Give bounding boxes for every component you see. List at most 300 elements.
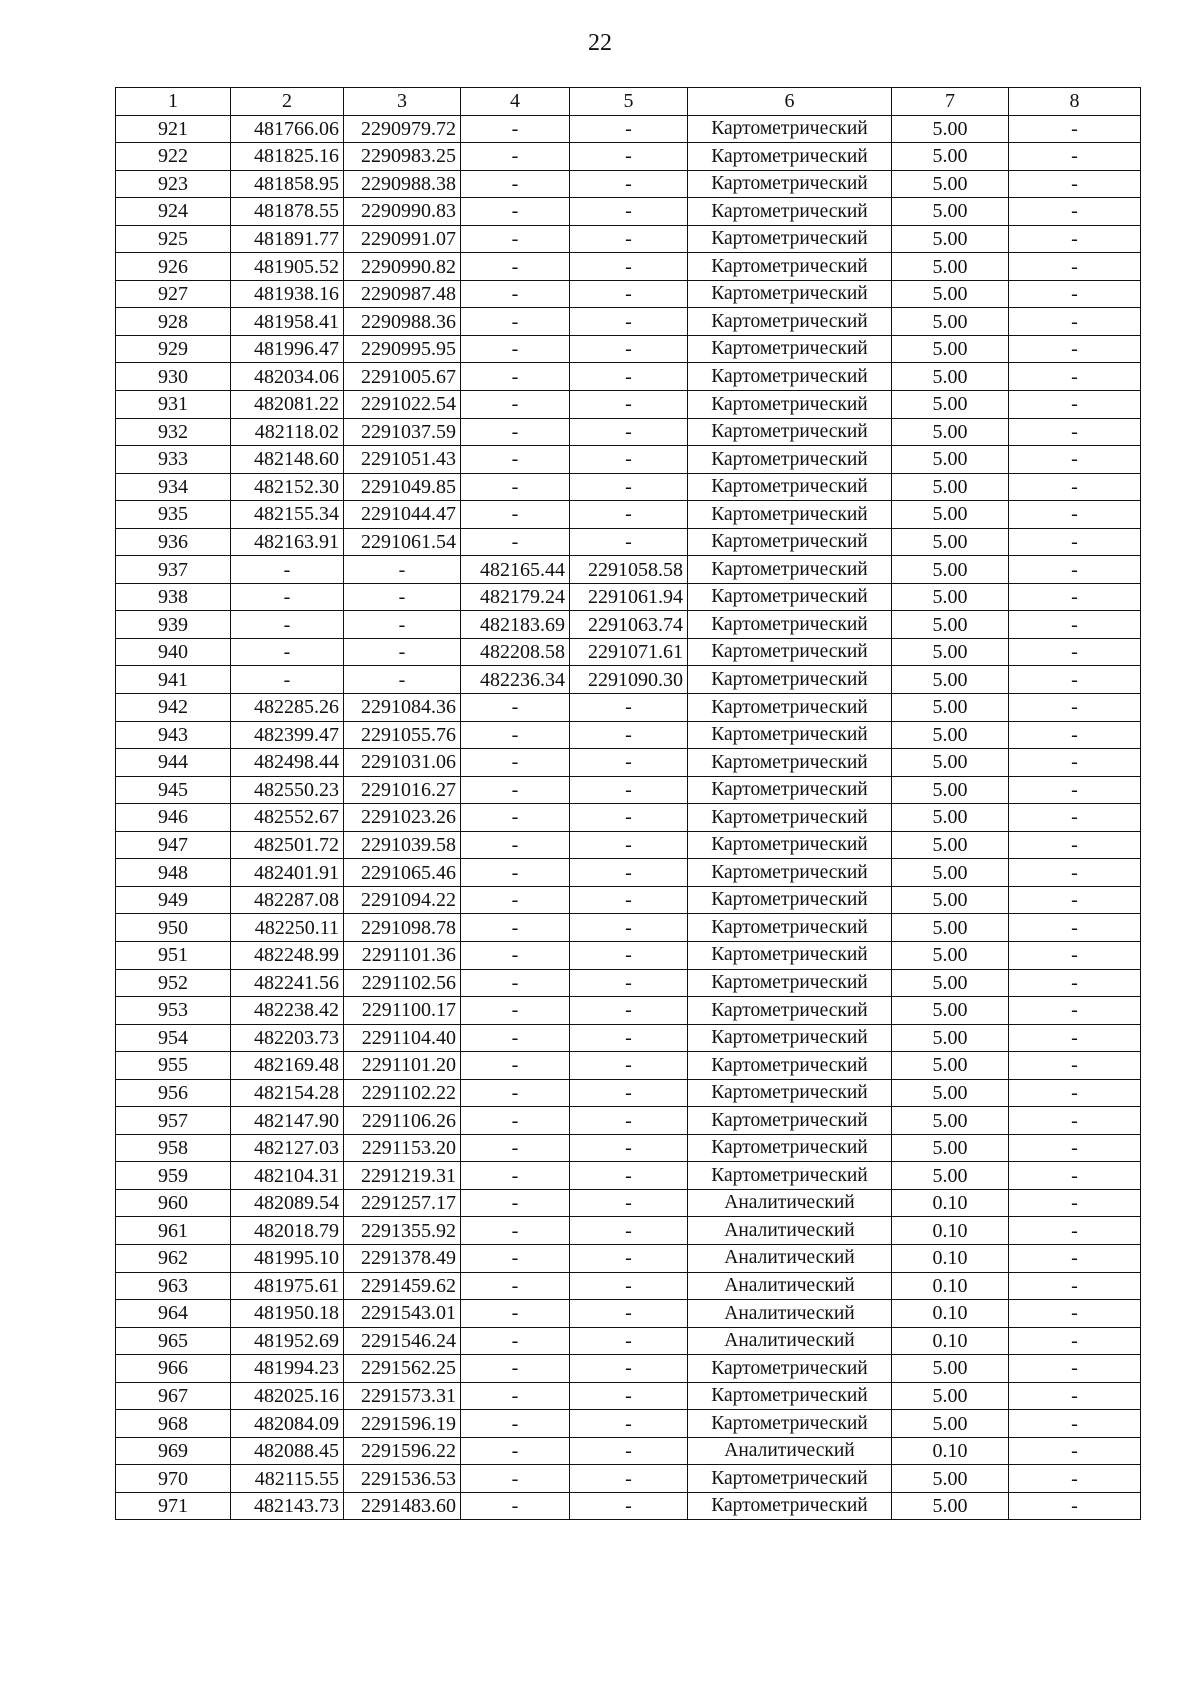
point-number-cell: 934 [116,473,231,501]
y-coordinate-cell: - [344,583,461,611]
method-cell: Картометрический [688,225,892,253]
point-number-cell: 932 [116,418,231,446]
note-cell: - [1009,1355,1141,1383]
y-coordinate-alt-cell: - [570,1465,688,1493]
y-coordinate-cell: 2291546.24 [344,1327,461,1355]
x-coordinate-alt-cell: - [461,1355,570,1383]
accuracy-cell: 5.00 [892,1052,1009,1080]
accuracy-cell: 5.00 [892,170,1009,198]
table-row [116,473,1141,501]
y-coordinate-alt-cell: - [570,501,688,529]
accuracy-cell: 5.00 [892,1107,1009,1135]
point-number-cell: 947 [116,831,231,859]
accuracy-cell: 5.00 [892,1079,1009,1107]
accuracy-cell: 5.00 [892,528,1009,556]
y-coordinate-cell: 2291483.60 [344,1492,461,1520]
table-row [116,1410,1141,1438]
point-number-cell: 922 [116,143,231,171]
y-coordinate-alt-cell: - [570,253,688,281]
x-coordinate-alt-cell: - [461,446,570,474]
y-coordinate-cell: 2291153.20 [344,1134,461,1162]
y-coordinate-cell: 2291061.54 [344,528,461,556]
y-coordinate-cell: 2291104.40 [344,1024,461,1052]
table-row [116,280,1141,308]
y-coordinate-cell: 2291100.17 [344,997,461,1025]
y-coordinate-alt-cell: - [570,1410,688,1438]
accuracy-cell: 5.00 [892,969,1009,997]
x-coordinate-cell: 481825.16 [231,143,344,171]
y-coordinate-alt-cell: - [570,143,688,171]
y-coordinate-cell: 2291098.78 [344,914,461,942]
method-cell: Картометрический [688,666,892,694]
point-number-cell: 959 [116,1162,231,1190]
point-number-cell: 949 [116,886,231,914]
note-cell: - [1009,1382,1141,1410]
x-coordinate-alt-cell: - [461,997,570,1025]
x-coordinate-cell: 481950.18 [231,1300,344,1328]
method-cell: Картометрический [688,528,892,556]
point-number-cell: 936 [116,528,231,556]
accuracy-cell: 5.00 [892,1465,1009,1493]
y-coordinate-alt-cell: - [570,170,688,198]
point-number-cell: 939 [116,611,231,639]
accuracy-cell: 5.00 [892,776,1009,804]
accuracy-cell: 5.00 [892,143,1009,171]
note-cell: - [1009,115,1141,143]
point-number-cell: 942 [116,694,231,722]
accuracy-cell: 5.00 [892,831,1009,859]
note-cell: - [1009,363,1141,391]
accuracy-cell: 5.00 [892,1024,1009,1052]
table-row [116,638,1141,666]
method-cell: Картометрический [688,1079,892,1107]
x-coordinate-cell: 481995.10 [231,1244,344,1272]
note-cell: - [1009,170,1141,198]
x-coordinate-cell: 482018.79 [231,1217,344,1245]
note-cell: - [1009,583,1141,611]
table-row [116,391,1141,419]
accuracy-cell: 5.00 [892,1382,1009,1410]
y-coordinate-alt-cell: 2291090.30 [570,666,688,694]
note-cell: - [1009,1217,1141,1245]
point-number-cell: 933 [116,446,231,474]
table-row [116,1217,1141,1245]
method-cell: Картометрический [688,501,892,529]
note-cell: - [1009,1437,1141,1465]
accuracy-cell: 5.00 [892,1492,1009,1520]
accuracy-cell: 5.00 [892,611,1009,639]
note-cell: - [1009,1300,1141,1328]
method-cell: Аналитический [688,1244,892,1272]
x-coordinate-cell: 482025.16 [231,1382,344,1410]
note-cell: - [1009,638,1141,666]
table-row [116,1327,1141,1355]
x-coordinate-alt-cell: - [461,1244,570,1272]
table-row [116,143,1141,171]
table-row [116,418,1141,446]
method-cell: Картометрический [688,1355,892,1383]
point-number-cell: 935 [116,501,231,529]
column-header: 7 [892,88,1009,116]
x-coordinate-alt-cell: 482208.58 [461,638,570,666]
y-coordinate-alt-cell: - [570,1300,688,1328]
table-row [116,363,1141,391]
x-coordinate-alt-cell: - [461,528,570,556]
note-cell: - [1009,225,1141,253]
y-coordinate-cell: 2291037.59 [344,418,461,446]
y-coordinate-cell: - [344,638,461,666]
note-cell: - [1009,611,1141,639]
method-cell: Картометрический [688,418,892,446]
method-cell: Картометрический [688,1024,892,1052]
accuracy-cell: 5.00 [892,391,1009,419]
table-row [116,1079,1141,1107]
x-coordinate-cell: 482169.48 [231,1052,344,1080]
note-cell: - [1009,253,1141,281]
table-row [116,1355,1141,1383]
point-number-cell: 965 [116,1327,231,1355]
x-coordinate-alt-cell: - [461,363,570,391]
accuracy-cell: 5.00 [892,638,1009,666]
y-coordinate-cell: 2291355.92 [344,1217,461,1245]
table-row [116,1162,1141,1190]
method-cell: Картометрический [688,859,892,887]
x-coordinate-alt-cell: 482165.44 [461,556,570,584]
accuracy-cell: 5.00 [892,859,1009,887]
accuracy-cell: 5.00 [892,583,1009,611]
point-number-cell: 927 [116,280,231,308]
x-coordinate-cell: 481994.23 [231,1355,344,1383]
y-coordinate-alt-cell: - [570,721,688,749]
method-cell: Картометрический [688,583,892,611]
accuracy-cell: 5.00 [892,198,1009,226]
accuracy-cell: 5.00 [892,694,1009,722]
note-cell: - [1009,1052,1141,1080]
note-cell: - [1009,556,1141,584]
accuracy-cell: 5.00 [892,1162,1009,1190]
note-cell: - [1009,1327,1141,1355]
y-coordinate-alt-cell: - [570,969,688,997]
x-coordinate-cell: - [231,611,344,639]
x-coordinate-alt-cell: - [461,473,570,501]
x-coordinate-alt-cell: - [461,501,570,529]
note-cell: - [1009,776,1141,804]
x-coordinate-alt-cell: - [461,1272,570,1300]
x-coordinate-cell: 482248.99 [231,941,344,969]
point-number-cell: 952 [116,969,231,997]
accuracy-cell: 0.10 [892,1300,1009,1328]
x-coordinate-alt-cell: - [461,1024,570,1052]
y-coordinate-cell: 2291596.19 [344,1410,461,1438]
x-coordinate-alt-cell: - [461,143,570,171]
table-row [116,308,1141,336]
method-cell: Картометрический [688,721,892,749]
x-coordinate-cell: 481938.16 [231,280,344,308]
y-coordinate-alt-cell: - [570,391,688,419]
coordinates-table [115,87,1141,1520]
y-coordinate-alt-cell: - [570,528,688,556]
method-cell: Аналитический [688,1217,892,1245]
y-coordinate-cell: 2290987.48 [344,280,461,308]
y-coordinate-alt-cell: - [570,694,688,722]
point-number-cell: 944 [116,749,231,777]
x-coordinate-cell: 482115.55 [231,1465,344,1493]
point-number-cell: 926 [116,253,231,281]
accuracy-cell: 5.00 [892,1134,1009,1162]
note-cell: - [1009,473,1141,501]
x-coordinate-cell: - [231,556,344,584]
accuracy-cell: 0.10 [892,1272,1009,1300]
y-coordinate-alt-cell: - [570,446,688,474]
x-coordinate-cell: 481952.69 [231,1327,344,1355]
y-coordinate-alt-cell: 2291061.94 [570,583,688,611]
x-coordinate-alt-cell: - [461,1217,570,1245]
y-coordinate-alt-cell: - [570,1217,688,1245]
method-cell: Картометрический [688,253,892,281]
y-coordinate-cell: 2290990.83 [344,198,461,226]
x-coordinate-alt-cell: - [461,914,570,942]
y-coordinate-alt-cell: - [570,225,688,253]
table-row [116,776,1141,804]
table-row [116,115,1141,143]
table-header-row [116,88,1141,116]
table-row [116,556,1141,584]
x-coordinate-alt-cell: - [461,886,570,914]
x-coordinate-alt-cell: 482179.24 [461,583,570,611]
column-header: 6 [688,88,892,116]
note-cell: - [1009,1189,1141,1217]
point-number-cell: 941 [116,666,231,694]
note-cell: - [1009,501,1141,529]
y-coordinate-cell: 2290995.95 [344,335,461,363]
y-coordinate-cell: 2291106.26 [344,1107,461,1135]
table-row [116,997,1141,1025]
y-coordinate-alt-cell: - [570,198,688,226]
x-coordinate-cell: 482550.23 [231,776,344,804]
x-coordinate-alt-cell: - [461,859,570,887]
x-coordinate-alt-cell: - [461,1189,570,1217]
note-cell: - [1009,1492,1141,1520]
table-row [116,225,1141,253]
note-cell: - [1009,886,1141,914]
table-body [116,115,1141,1520]
y-coordinate-alt-cell: 2291063.74 [570,611,688,639]
table-row [116,1107,1141,1135]
x-coordinate-cell: 482088.45 [231,1437,344,1465]
table-row [116,914,1141,942]
method-cell: Аналитический [688,1437,892,1465]
x-coordinate-alt-cell: - [461,776,570,804]
x-coordinate-cell: 482287.08 [231,886,344,914]
method-cell: Картометрический [688,886,892,914]
accuracy-cell: 5.00 [892,914,1009,942]
point-number-cell: 921 [116,115,231,143]
x-coordinate-cell: 482089.54 [231,1189,344,1217]
x-coordinate-cell: 482399.47 [231,721,344,749]
method-cell: Картометрический [688,280,892,308]
point-number-cell: 971 [116,1492,231,1520]
table-row [116,969,1141,997]
point-number-cell: 925 [116,225,231,253]
y-coordinate-alt-cell: - [570,941,688,969]
y-coordinate-alt-cell: - [570,1052,688,1080]
method-cell: Картометрический [688,363,892,391]
method-cell: Аналитический [688,1300,892,1328]
y-coordinate-alt-cell: 2291058.58 [570,556,688,584]
accuracy-cell: 0.10 [892,1244,1009,1272]
table-row [116,1492,1141,1520]
accuracy-cell: 5.00 [892,501,1009,529]
method-cell: Картометрический [688,804,892,832]
x-coordinate-cell: 482238.42 [231,997,344,1025]
accuracy-cell: 0.10 [892,1437,1009,1465]
note-cell: - [1009,528,1141,556]
x-coordinate-alt-cell: - [461,721,570,749]
method-cell: Аналитический [688,1327,892,1355]
table-row [116,198,1141,226]
accuracy-cell: 5.00 [892,666,1009,694]
x-coordinate-cell: 482034.06 [231,363,344,391]
table-row [116,721,1141,749]
y-coordinate-alt-cell: - [570,804,688,832]
x-coordinate-cell: 482104.31 [231,1162,344,1190]
method-cell: Картометрический [688,1052,892,1080]
y-coordinate-alt-cell: - [570,1134,688,1162]
y-coordinate-cell: 2290990.82 [344,253,461,281]
method-cell: Картометрический [688,997,892,1025]
x-coordinate-cell: 482084.09 [231,1410,344,1438]
table-row [116,501,1141,529]
method-cell: Картометрический [688,611,892,639]
y-coordinate-alt-cell: - [570,473,688,501]
method-cell: Картометрический [688,1382,892,1410]
method-cell: Картометрический [688,1107,892,1135]
y-coordinate-cell: 2291084.36 [344,694,461,722]
note-cell: - [1009,969,1141,997]
table-row [116,1465,1141,1493]
column-header: 3 [344,88,461,116]
note-cell: - [1009,198,1141,226]
x-coordinate-cell: 481975.61 [231,1272,344,1300]
y-coordinate-cell: - [344,556,461,584]
y-coordinate-cell: 2291219.31 [344,1162,461,1190]
method-cell: Картометрический [688,749,892,777]
note-cell: - [1009,859,1141,887]
y-coordinate-alt-cell: - [570,914,688,942]
x-coordinate-cell: 482155.34 [231,501,344,529]
x-coordinate-alt-cell: - [461,969,570,997]
y-coordinate-cell: 2291023.26 [344,804,461,832]
accuracy-cell: 5.00 [892,473,1009,501]
y-coordinate-alt-cell: - [570,1327,688,1355]
method-cell: Картометрический [688,776,892,804]
y-coordinate-alt-cell: 2291071.61 [570,638,688,666]
x-coordinate-alt-cell: - [461,1410,570,1438]
point-number-cell: 953 [116,997,231,1025]
point-number-cell: 943 [116,721,231,749]
x-coordinate-alt-cell: - [461,804,570,832]
method-cell: Картометрический [688,335,892,363]
y-coordinate-cell: 2291101.20 [344,1052,461,1080]
table-row [116,1382,1141,1410]
accuracy-cell: 5.00 [892,335,1009,363]
x-coordinate-cell: 482154.28 [231,1079,344,1107]
table-row [116,1300,1141,1328]
y-coordinate-alt-cell: - [570,997,688,1025]
y-coordinate-alt-cell: - [570,280,688,308]
table-row [116,694,1141,722]
method-cell: Картометрический [688,446,892,474]
y-coordinate-alt-cell: - [570,1162,688,1190]
x-coordinate-alt-cell: - [461,170,570,198]
y-coordinate-alt-cell: - [570,1244,688,1272]
point-number-cell: 961 [116,1217,231,1245]
note-cell: - [1009,749,1141,777]
note-cell: - [1009,335,1141,363]
column-header: 8 [1009,88,1141,116]
y-coordinate-cell: 2291051.43 [344,446,461,474]
note-cell: - [1009,1410,1141,1438]
note-cell: - [1009,391,1141,419]
y-coordinate-cell: 2291049.85 [344,473,461,501]
x-coordinate-cell: 482285.26 [231,694,344,722]
table-row [116,831,1141,859]
x-coordinate-cell: 482152.30 [231,473,344,501]
x-coordinate-alt-cell: - [461,225,570,253]
accuracy-cell: 5.00 [892,446,1009,474]
accuracy-cell: 5.00 [892,280,1009,308]
x-coordinate-alt-cell: - [461,1162,570,1190]
column-header: 5 [570,88,688,116]
x-coordinate-alt-cell: - [461,391,570,419]
y-coordinate-cell: 2290988.36 [344,308,461,336]
method-cell: Аналитический [688,1272,892,1300]
table-row [116,749,1141,777]
note-cell: - [1009,666,1141,694]
x-coordinate-cell: 482241.56 [231,969,344,997]
method-cell: Картометрический [688,308,892,336]
x-coordinate-alt-cell: - [461,1437,570,1465]
point-number-cell: 957 [116,1107,231,1135]
x-coordinate-cell: 482143.73 [231,1492,344,1520]
accuracy-cell: 5.00 [892,721,1009,749]
point-number-cell: 945 [116,776,231,804]
accuracy-cell: 5.00 [892,115,1009,143]
note-cell: - [1009,1134,1141,1162]
accuracy-cell: 5.00 [892,1355,1009,1383]
point-number-cell: 937 [116,556,231,584]
x-coordinate-alt-cell: 482236.34 [461,666,570,694]
x-coordinate-cell: 481996.47 [231,335,344,363]
table-row [116,583,1141,611]
point-number-cell: 950 [116,914,231,942]
y-coordinate-alt-cell: - [570,1272,688,1300]
table-row [116,611,1141,639]
table-row [116,446,1141,474]
x-coordinate-alt-cell: - [461,694,570,722]
accuracy-cell: 5.00 [892,363,1009,391]
point-number-cell: 938 [116,583,231,611]
table-row [116,170,1141,198]
method-cell: Аналитический [688,1189,892,1217]
y-coordinate-alt-cell: - [570,418,688,446]
y-coordinate-cell: 2291378.49 [344,1244,461,1272]
note-cell: - [1009,1079,1141,1107]
y-coordinate-alt-cell: - [570,308,688,336]
table-row [116,1052,1141,1080]
x-coordinate-cell: 482081.22 [231,391,344,419]
x-coordinate-cell: 482501.72 [231,831,344,859]
